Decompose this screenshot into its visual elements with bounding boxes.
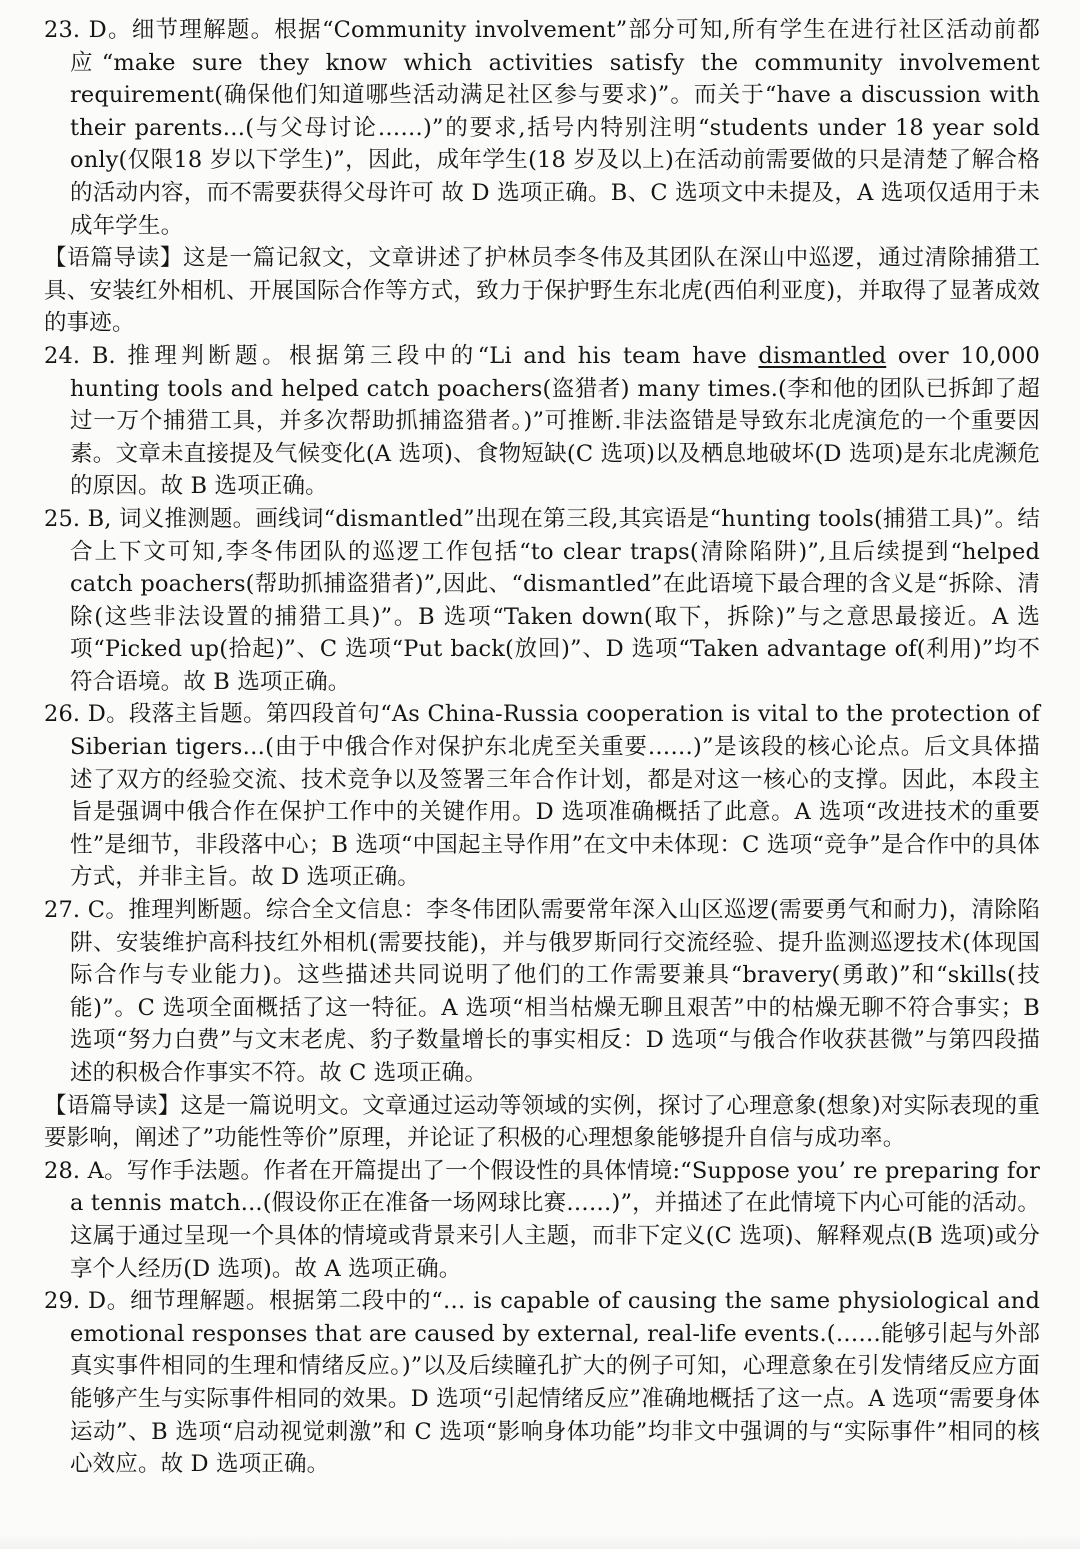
answer-24-explanation [44,340,1040,503]
answer-28-explanation: 28. A。写作手法题。作者在开篇提出了一个假设性的具体情境:“Suppose you’ re preparing for a tennis match...(假设你正在准备一场网球比赛……)”，并描述了在此情境下内心可能的活动。这属于通过呈现一个具体的情境或背景来引人主题，而非下定义(C 选项)、解释观点(B 选项)或分享个人经历(D 选项)。故 A 选项正确。 [44,1157,1040,1282]
answer-24-text-after: over 10,000 hunting tools and helped catch poachers(盗猎者) many times.(李和他的团队已拆卸了超过一万个捕猎工具，并多次帮助抓捕盗猎者。)”可推断.非法盗错是导致东北虎演危的一个重要因素。文章未直接提及气候变化(A 选项)、食物短缺(C 选项)以及栖息地破坏(D 选项)是东北虎濒危的原因。故 B 选项正确。 [70,342,1040,500]
answer-23-explanation: 23. D。细节理解题。根据“Community involvement”部分可知,所有学生在进行社区活动前都应“make sure they know which activities satisfy the community involvement requirement(确保他们知道哪些活动满足社区参与要求)”。而关于“have a discussion with their parents…(与父母讨论……)”的要求,括号内特别注明“students under 18 year sold only(仅限18 岁以下学生)”，因此，成年学生(18 岁及以上)在活动前需要做的只是清楚了解合格的活动内容，而不需要获得父母许可 故 D 选项正确。B、C 选项文中未提及，A 选项仅适用于未成年学生。 [44,17,1040,239]
passage-guide-c: 【语篇导读】这是一篇记叙文，文章讲述了护林员李冬伟及其团队在深山中巡逻，通过清除捕猎工具、安装红外相机、开展国际合作等方式，致力于保护野生东北虎(西伯利亚度)，并取得了显著成效的事迹。 [44,245,1040,337]
answer-27-explanation: 27. C。推理判断题。综合全文信息：李冬伟团队需要常年深入山区巡逻(需要勇气和耐力)，清除陷阱、安装维护高科技红外相机(需要技能)，并与俄罗斯同行交流经验、提升监测巡逻技术(体现国际合作与专业能力)。这些描述共同说明了他们的工作需要兼具“bravery(勇敢)”和“skills(技能)”。C 选项全面概括了这一特征。A 选项“相当枯燥无聊且艰苦”中的枯燥无聊不符合事实；B 选项“努力白费”与文末老虎、豹子数量增长的事实相反：D 选项“与俄合作收获甚微”与第四段描述的积极合作事实不符。故 C 选项正确。 [44,897,1040,1086]
underlined-word-dismantled: dismantled [758,342,887,369]
answer-24-text-before: 24. B. 推理判断题。根据第三段中的“Li and his team have [44,342,759,369]
page-bottom-edge [0,1535,1080,1549]
answer-26-explanation: 26. D。段落主旨题。第四段首句“As China-Russia cooperation is vital to the protection of Siberian tigers…(由于中俄合作对保护东北虎至关重要……)”是该段的核心论点。后文具体描述了双方的经验交流、技术竞争以及签署三年合作计划，都是对这一核心的支撑。因此，本段主旨是强调中俄合作在保护工作中的关键作用。D 选项准确概括了此意。A 选项“改进技术的重要性”是细节，非段落中心；B 选项“中国起主导作用”在文中未体现：C 选项“竞争”是合作中的具体方式，并非主旨。故 D 选项正确。 [44,701,1040,891]
passage-guide-d: 【语篇导读】这是一篇说明文。文章通过运动等领域的实例，探讨了心理意象(想象)对实际表现的重要影响，阐述了”功能性等价”原理，并论证了积极的心理想象能够提升自信与成功率。 [44,1092,1040,1152]
answer-29-explanation: 29. D。细节理解题。根据第二段中的“… is capable of causing the same physiological and emotional responses that are caused by external, real-life events.(……能够引起与外部真实事件相同的生理和情绪反应。)”以及后续瞳孔扩大的例子可知，心理意象在引发情绪反应方面能够产生与实际事件相同的效果。D 选项“引起情绪反应”准确地概括了这一点。A 选项“需要身体运动”、B 选项“启动视觉刺激”和 C 选项“影响身体功能”均非文中强调的与“实际事件”相同的核心效应。故 D 选项正确。 [44,1288,1040,1478]
answer-25-explanation: 25. B, 词义推测题。画线词“dismantled”出现在第三段,其宾语是“hunting tools(捕猎工具)”。结合上下文可知,李冬伟团队的巡逻工作包括“to clear traps(清除陷阱)”,且后续提到“helped catch poachers(帮助抓捕盗猎者)”,因此、“dismantled”在此语境下最合理的含义是“拆除、清除(这些非法设置的捕猎工具)”。B 选项“Taken down(取下，拆除)”与之意思最接近。A 选项“Picked up(拾起)”、C 选项“Put back(放回)”、D 选项“Taken advantage of(利用)”均不符合语境。故 B 选项正确。 [44,505,1040,695]
